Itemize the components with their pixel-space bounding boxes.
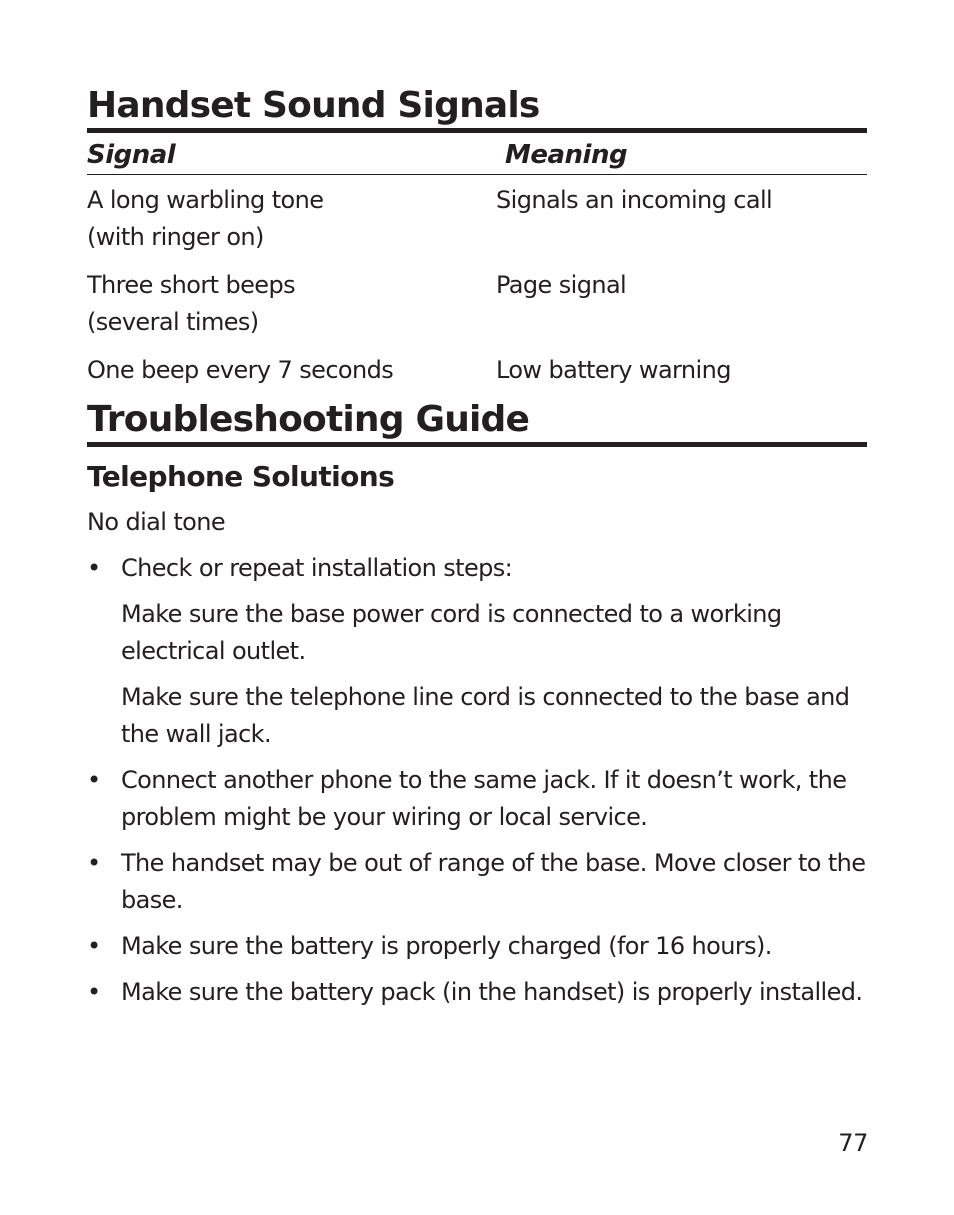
indented-paragraph: Make sure the base power cord is connected to a working electrical outlet. (121, 600, 782, 665)
bullet-text: Check or repeat installation steps: (121, 554, 513, 582)
problem-heading: No dial tone (87, 508, 226, 536)
signal-cell: Three short beeps (several times) (87, 271, 295, 336)
bullet-text: Make sure the battery is properly charged (for 16 hours). (121, 932, 772, 960)
bullet-icon: • (87, 554, 101, 582)
header-rule (87, 174, 867, 175)
bullet-text: Connect another phone to the same jack. If it doesn’t work, the problem might be your wiring or local service. (121, 766, 847, 831)
meaning-cell: Low battery warning (496, 356, 731, 384)
subsection-title-telephone-solutions: Telephone Solutions (87, 460, 395, 493)
signal-cell: One beep every 7 seconds (87, 356, 394, 384)
page-number: 77 (838, 1129, 868, 1157)
section-title-troubleshooting: Troubleshooting Guide (87, 398, 867, 447)
column-header-signal: Signal (87, 140, 176, 170)
bullet-icon: • (87, 849, 101, 877)
bullet-icon: • (87, 766, 101, 794)
indented-paragraph: Make sure the telephone line cord is connected to the base and the wall jack. (121, 683, 850, 748)
meaning-cell: Page signal (496, 271, 627, 299)
bullet-icon: • (87, 932, 101, 960)
signal-cell: A long warbling tone (with ringer on) (87, 186, 324, 251)
bullet-text: The handset may be out of range of the base. Move closer to the base. (121, 849, 866, 914)
section-title-sound-signals: Handset Sound Signals (87, 84, 867, 133)
bullet-text: Make sure the battery pack (in the handset) is properly installed. (121, 978, 863, 1006)
meaning-cell: Signals an incoming call (496, 186, 773, 214)
column-header-meaning: Meaning (505, 140, 628, 170)
bullet-icon: • (87, 978, 101, 1006)
